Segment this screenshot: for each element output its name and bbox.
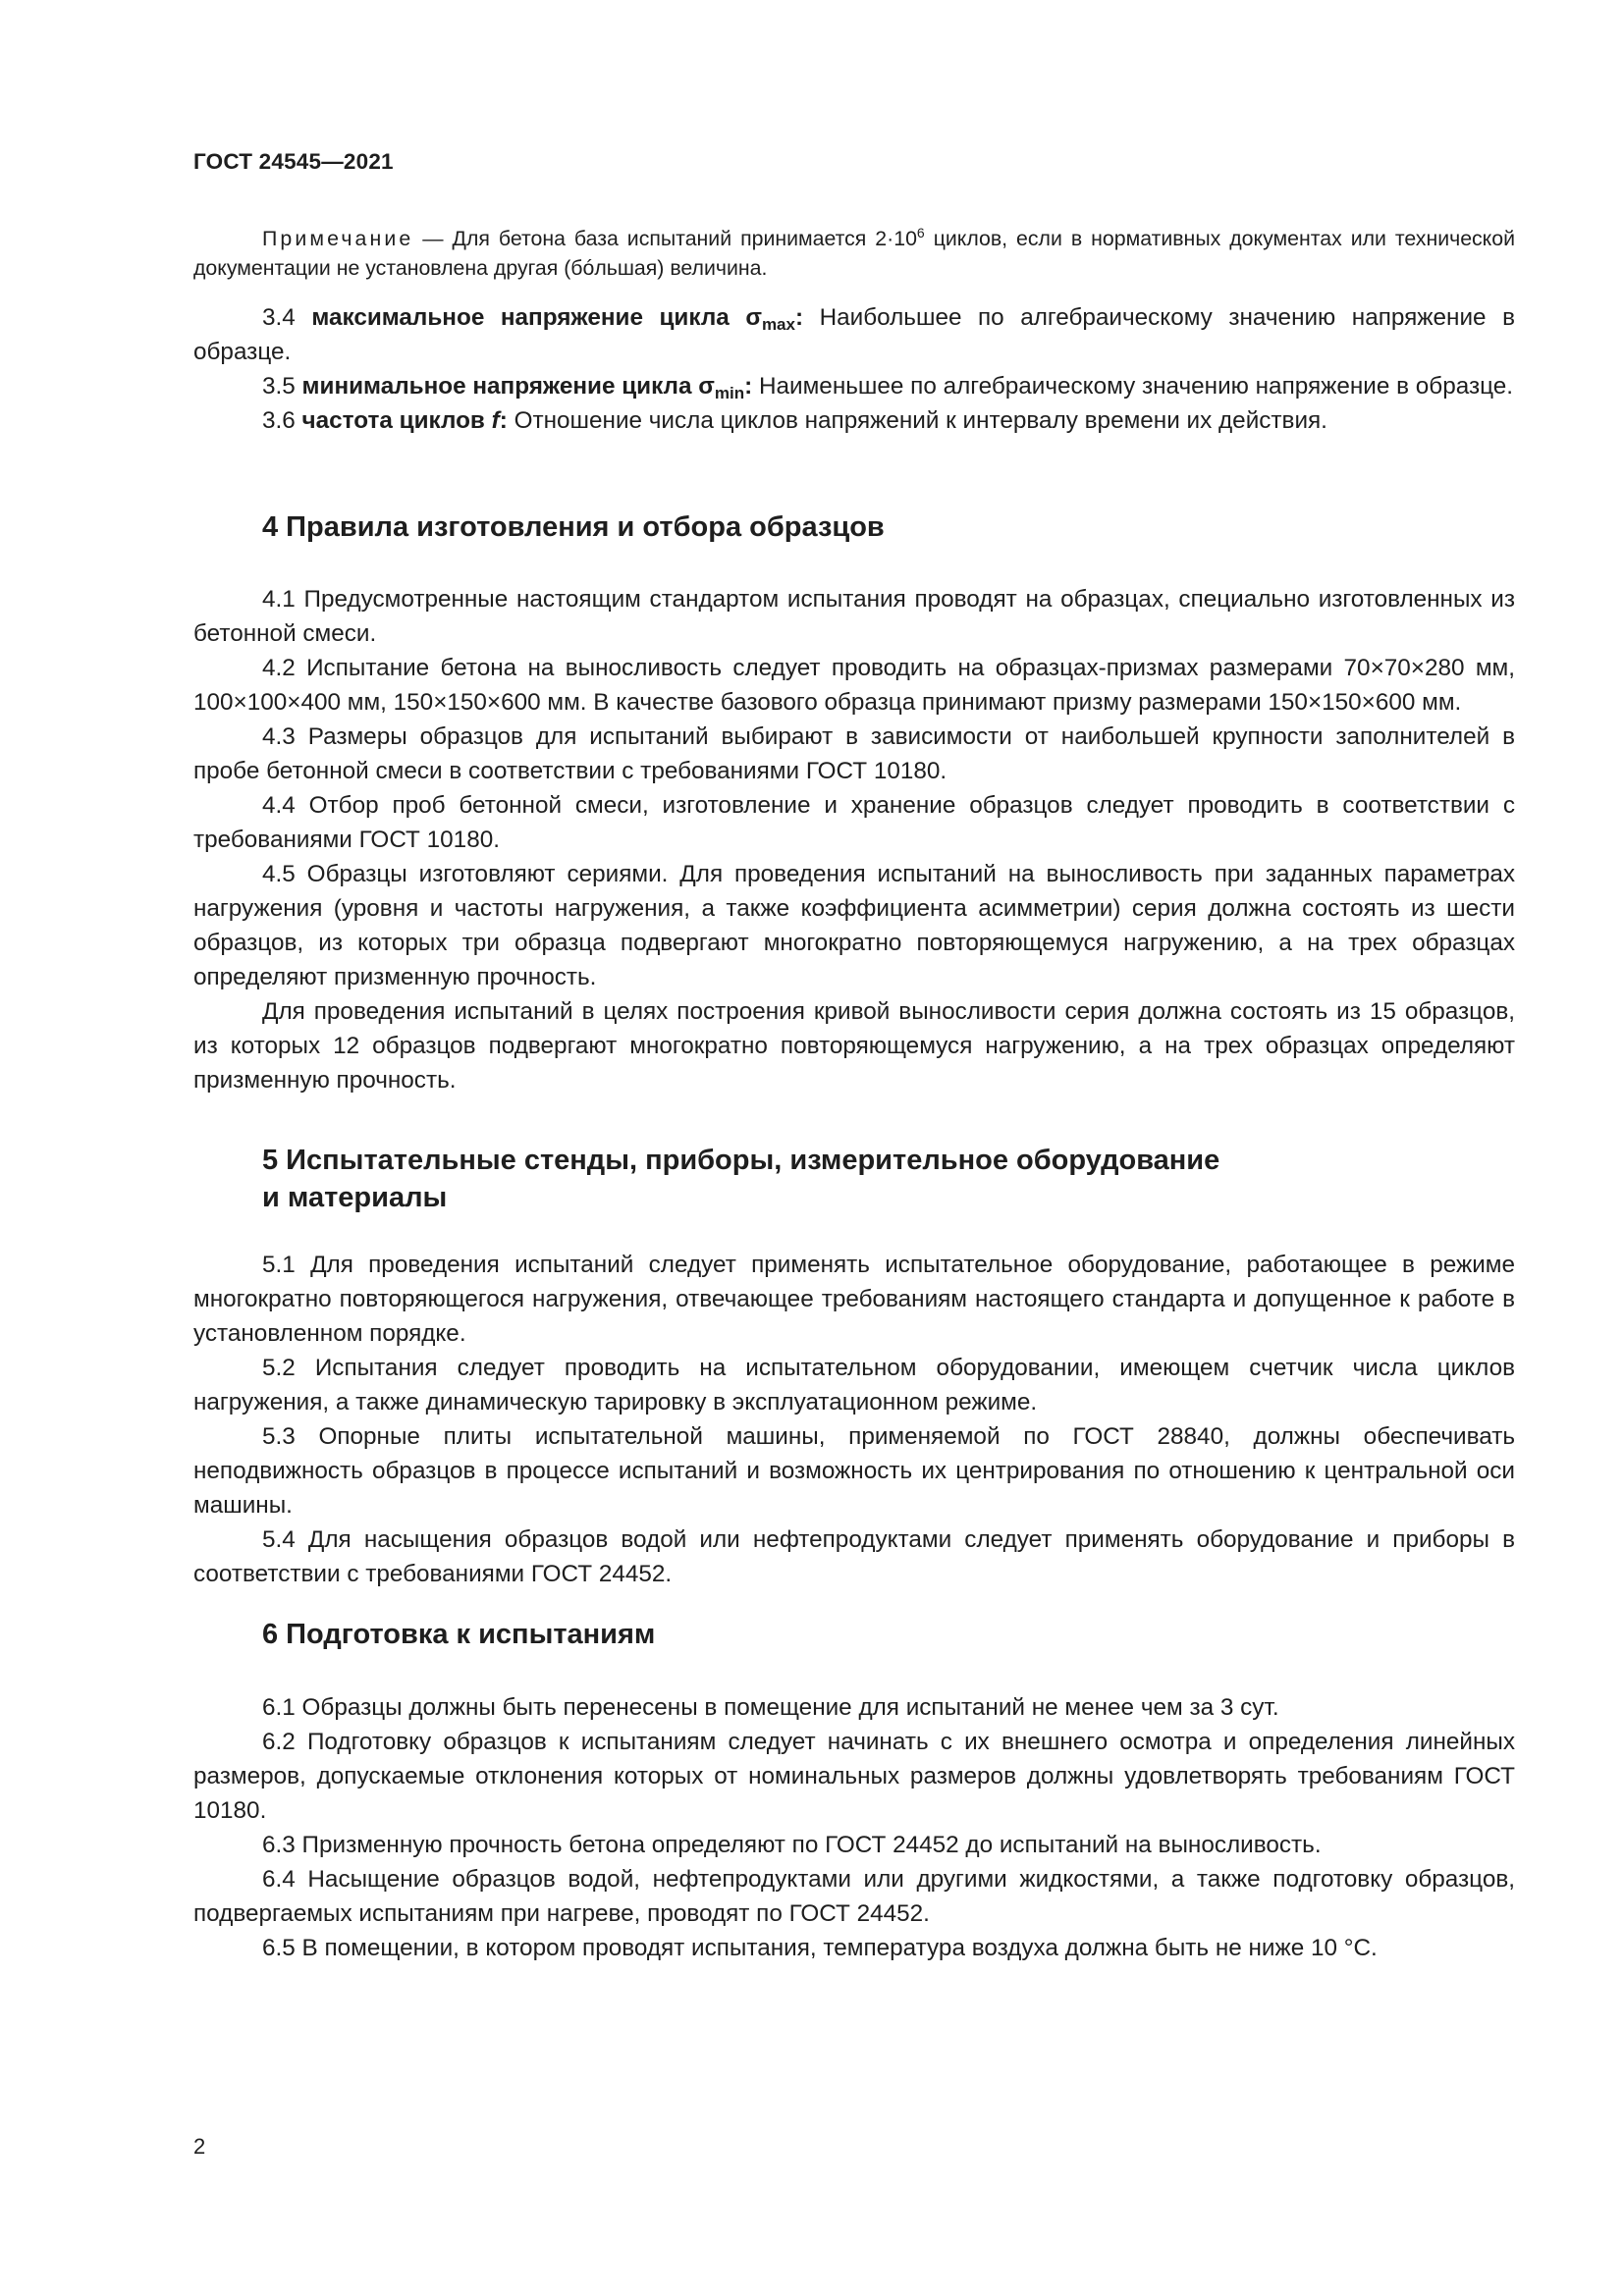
sigma-symbol: σ: [745, 304, 762, 331]
document-code-header: ГОСТ 24545—2021: [193, 149, 394, 174]
definition-term: частота циклов: [301, 407, 492, 434]
definition-number: 3.5: [262, 373, 302, 400]
definition-text: Наименьшее по алгебраическому значению напряжение в образце.: [752, 373, 1514, 400]
paragraph-4-4: 4.4 Отбор проб бетонной смеси, изготовление и хранение образцов следует проводить в соответствии с требованиями ГОСТ 10180.: [193, 792, 1515, 853]
paragraph-6-3: 6.3 Призменную прочность бетона определяют по ГОСТ 24452 до испытаний на выносливость.: [262, 1832, 1322, 1858]
paragraph-6-4: 6.4 Насыщение образцов водой, нефтепродуктами или другими жидкостями, а также подготовку образцов, подвергаемых испытаниям при нагреве, проводят по ГОСТ 24452.: [193, 1866, 1515, 1927]
definition-number: 3.4: [262, 304, 312, 331]
frequency-symbol: f: [491, 407, 500, 434]
definition-colon: :: [499, 407, 508, 434]
section-5-title: [193, 1142, 1515, 1216]
section-5-title-line-1: 5 Испытательные стенды, приборы, измерительное оборудование: [262, 1145, 1220, 1176]
definition-term: минимальное напряжение цикла: [301, 373, 699, 400]
section-5-title-line-2: и материалы: [262, 1182, 448, 1213]
section-5: [193, 1142, 1515, 1591]
note-text-2: циклов, если в нормативных документах или технической документации не установлена другая (бóльшая) величина.: [193, 227, 1515, 280]
note-label: Примечание: [262, 227, 414, 250]
definitions-block: [193, 300, 1515, 438]
section-4: [193, 508, 1515, 1097]
definition-colon: :: [794, 304, 804, 331]
page-number: 2: [193, 2134, 206, 2159]
definition-term: максимальное напряжение цикла: [311, 304, 746, 331]
paragraph-4-3: 4.3 Размеры образцов для испытаний выбирают в зависимости от наибольшей крупности заполнителей в пробе бетонной смеси в соответствии с требованиями ГОСТ 10180.: [193, 723, 1515, 784]
definition-3-4: [193, 300, 1515, 369]
paragraph-5-3: 5.3 Опорные плиты испытательной машины, применяемой по ГОСТ 28840, должны обеспечивать неподвижность образцов в процессе испытаний и возможность их центрирования по отношению к центральной оси машины.: [193, 1423, 1515, 1519]
paragraph-4-1: 4.1 Предусмотренные настоящим стандартом испытания проводят на образцах, специально изготовленных из бетонной смеси.: [193, 586, 1515, 647]
paragraph-4-5-continued: Для проведения испытаний в целях построения кривой выносливости серия должна состоять из 15 образцов, из которых 12 образцов подвергают многократно повторяющемуся нагружению, а на трех образцах определяют призменную прочность.: [193, 998, 1515, 1094]
paragraph-6-2: 6.2 Подготовку образцов к испытаниям следует начинать с их внешнего осмотра и определения линейных размеров, допускаемые отклонения которых от номинальных размеров должны удовлетворять требованиям ГОСТ 10180.: [193, 1729, 1515, 1824]
section-6-title: 6 Подготовка к испытаниям: [262, 1619, 656, 1650]
section-6: [193, 1616, 1515, 1965]
definition-colon: :: [744, 373, 753, 400]
definition-text: Наибольшее по алгебраическому значению напряжение в образце.: [193, 304, 1515, 365]
definition-3-6: [193, 403, 1515, 438]
paragraph-6-1: 6.1 Образцы должны быть перенесены в помещение для испытаний не менее чем за 3 сут.: [262, 1694, 1279, 1721]
paragraph-4-2: 4.2 Испытание бетона на выносливость следует проводить на образцах-призмах размерами 70×70×280 мм, 100×100×400 мм, 150×150×600 мм. В качестве базового образца принимают призму размерами 150×150×600 мм.: [193, 655, 1515, 716]
paragraph-6-5: 6.5 В помещении, в котором проводят испытания, температура воздуха должна быть не ниже 10 °С.: [262, 1935, 1378, 1961]
definition-text: Отношение числа циклов напряжений к интервалу времени их действия.: [507, 407, 1327, 434]
note-text-1: — Для бетона база испытаний принимается 2·10: [413, 227, 917, 250]
definition-3-5: [193, 369, 1515, 403]
paragraph-5-2: 5.2 Испытания следует проводить на испытательном оборудовании, имеющем счетчик числа циклов нагружения, а также динамическую тарировку в эксплуатационном режиме.: [193, 1355, 1515, 1415]
section-4-title: 4 Правила изготовления и отбора образцов: [262, 511, 885, 543]
definition-number: 3.6: [262, 407, 302, 434]
subscript-min: min: [714, 384, 745, 402]
note-paragraph: [193, 224, 1515, 283]
note-exponent: 6: [916, 225, 925, 240]
subscript-max: max: [761, 315, 795, 334]
paragraph-4-5: 4.5 Образцы изготовляют сериями. Для проведения испытаний на выносливость при заданных параметрах нагружения (уровня и частоты нагружения, а также коэффициента асимметрии) серия должна состоять из шести образцов, из которых три образца подвергают многократно повторяющемуся нагружению, а на трех образцах определяют призменную прочность.: [193, 861, 1515, 990]
paragraph-5-1: 5.1 Для проведения испытаний следует применять испытательное оборудование, работающее в режиме многократно повторяющегося нагружения, отвечающее требованиям настоящего стандарта и допущенное к работе в установленном порядке.: [193, 1252, 1515, 1347]
paragraph-5-4: 5.4 Для насыщения образцов водой или нефтепродуктами следует применять оборудование и приборы в соответствии с требованиями ГОСТ 24452.: [193, 1526, 1515, 1587]
sigma-symbol: σ: [698, 373, 715, 400]
